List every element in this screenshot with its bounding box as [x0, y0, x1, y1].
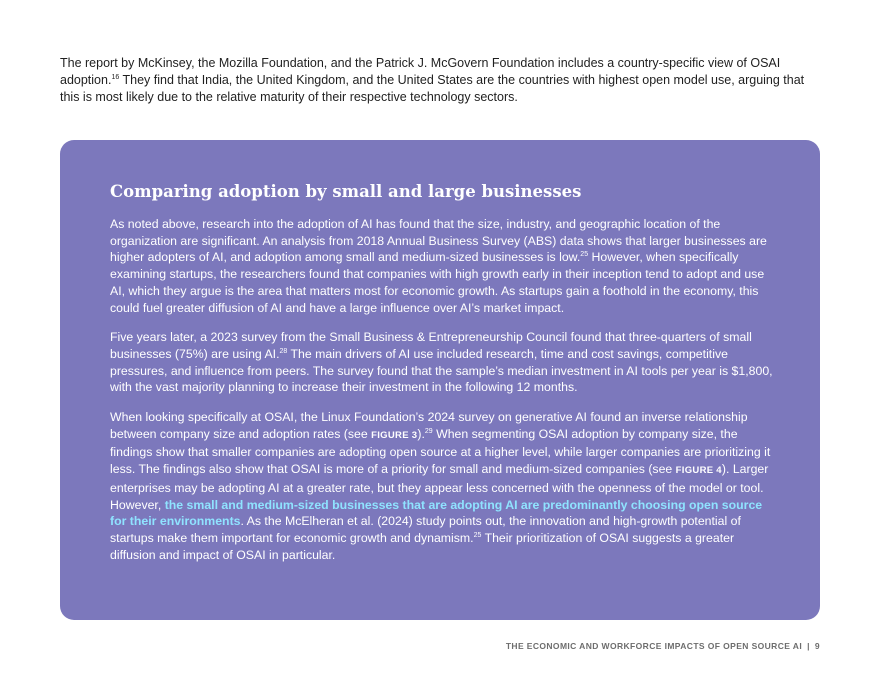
callout-content	[110, 182, 775, 576]
footer-separator: |	[807, 641, 810, 651]
page-footer	[506, 641, 820, 651]
footnote-ref: 25	[580, 251, 589, 259]
figure-4-reference[interactable]: FIGURE 4	[675, 465, 722, 477]
highlighted-finding: the small and medium-sized businesses that are adopting AI are predominantly choosing open source for their environments	[110, 497, 763, 529]
callout-paragraph-2	[110, 329, 775, 396]
footnote-ref: 28	[279, 347, 288, 355]
paragraph-text: When segmenting OSAI adoption by company size, the findings show that smaller companies are adopting open source at a higher level, while larger companies are prioritizing it less. The findings also show that OSAI is more of a priority for small and medium-sized companies (see	[110, 426, 771, 477]
paragraph-text: . As the McElheran et al. (2024) study points out, the innovation and high-growth potential of startups make them important for economic growth and dynamism.	[110, 514, 741, 545]
paragraph-text: ). Larger enterprises may be adopting AI at a greater rate, but they appear less concerned with the openness of the model or tool. However,	[110, 462, 769, 512]
paragraph-text: Their prioritization of OSAI suggests a greater diffusion and impact of OSAI in particular.	[110, 530, 735, 562]
paragraph-text: The main drivers of AI use included research, time and cost savings, competitive pressures, and influence from peers. The survey found that the sample’s median investment in AI tools per year is $1,800, with the vast majority planning to increase their investment in the following 12 months.	[110, 346, 773, 395]
footer-title: THE ECONOMIC AND WORKFORCE IMPACTS OF OPEN SOURCE AI	[505, 641, 803, 651]
paragraph-text: ).	[417, 426, 425, 441]
paragraph-text: However, when specifically examining startups, the researchers found that companies with high growth early in their inception tend to adopt and use AI, which they argue is the area that matters most for economic growth. As startups gain a foothold in the economy, this could fuel greater diffusion of AI and have a large influence over AI’s market impact.	[110, 250, 765, 315]
footnote-ref: 29	[424, 427, 433, 435]
callout-paragraph-1	[110, 216, 775, 316]
intro-text-1: The report by McKinsey, the Mozilla Foundation, and the Patrick J. McGovern Foundation includes a country-specific view of OSAI adoption.	[60, 56, 781, 87]
paragraph-text: When looking specifically at OSAI, the Linux Foundation’s 2024 survey on generative AI found an inverse relationship between company size and adoption rates (see	[110, 410, 748, 441]
footnote-ref: 25	[473, 531, 482, 539]
footnote-ref: 16	[111, 73, 120, 81]
callout-title: Comparing adoption by small and large businesses	[110, 182, 582, 201]
page-number: 9	[814, 641, 820, 651]
callout-paragraph-3	[110, 409, 775, 563]
intro-paragraph	[60, 55, 820, 106]
paragraph-text: As noted above, research into the adoption of AI has found that the size, industry, and geographic location of the organization are significant. An analysis from 2018 Annual Business Survey (ABS) data shows that larger businesses are higher adopters of AI, and adoption among small and medium-sized businesses is low.	[110, 217, 767, 265]
paragraph-text: Five years later, a 2023 survey from the Small Business & Entrepreneurship Council found that three-quarters of small businesses (75%) are using AI.	[110, 330, 752, 361]
intro-text-2: They find that India, the United Kingdom, and the United States are the countries with highest open model use, arguing that this is most likely due to the relative maturity of their respective technology sectors.	[60, 73, 805, 104]
callout-box	[60, 140, 820, 620]
figure-3-reference[interactable]: FIGURE 3	[371, 429, 418, 441]
